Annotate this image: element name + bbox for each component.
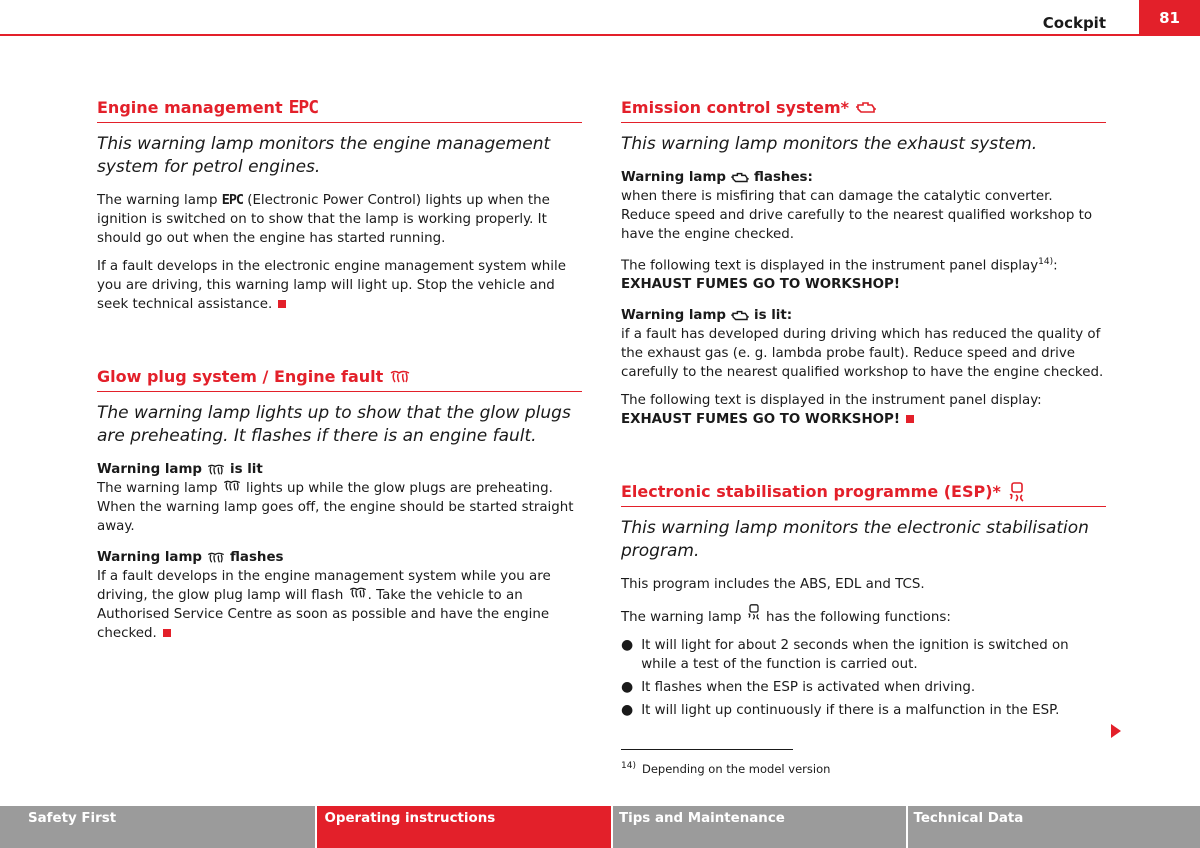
list-item: ● It will light for about 2 seconds when the ignition is switched on while a test of the function is carried out. [621, 637, 1069, 673]
footnote-rule [621, 749, 793, 750]
tab-tips-and-maintenance[interactable]: Tips and Maintenance [613, 806, 906, 848]
bullet-icon: ● [621, 702, 634, 719]
intro-text: This warning lamp monitors the exhaust system. [621, 134, 1038, 154]
paragraph: The following text is displayed in the instrument panel display: EXHAUST FUMES GO TO WORKSHOP! [621, 393, 1042, 428]
intro-text: This warning lamp monitors the electronic stabilisation program. [621, 518, 1089, 562]
subheading-flashes: Warning lamp flashes [97, 550, 284, 565]
end-of-section-icon [906, 415, 914, 423]
page-number: 81 [1139, 0, 1200, 36]
tab-operating-instructions[interactable]: Operating instructions [317, 806, 612, 848]
paragraph: If a fault develops in the electronic engine management system while you are driving, this warning lamp will light up. Stop the vehicle and seek technical assistance. [97, 259, 566, 312]
subheading-flashes: Warning lamp flashes: [621, 170, 813, 185]
list-item: ● It flashes when the ESP is activated when driving. [621, 679, 976, 696]
glow-plug-icon [348, 587, 368, 599]
paragraph: The following text is displayed in the instrument panel display$^{14)}$: EXHAUST FUMES GO TO WORKSHOP! [621, 257, 1058, 293]
engine-icon [730, 171, 750, 185]
glow-plug-icon [389, 370, 411, 384]
section-heading-esp: Electronic stabilisation programme (ESP)* [621, 480, 1106, 507]
subheading-lit: Warning lamp is lit [97, 462, 263, 477]
section-heading-engine-management: Engine management EPC [97, 96, 582, 123]
footnote: $^{14)}$ Depending on the model version [621, 761, 831, 776]
paragraph: This program includes the ABS, EDL and TCS. [621, 577, 925, 593]
section-title: Cockpit [1042, 14, 1106, 32]
tab-safety-first[interactable]: Safety First [0, 806, 315, 848]
esp-skid-icon [746, 603, 762, 621]
epc-icon: EPC [288, 97, 319, 118]
paragraph: if a fault has developed during driving which has reduced the quality of the exhaust gas (e. g. lambda probe fault). Reduce speed and drive carefully to the nearest qualified workshop to have the engine checked. [621, 327, 1104, 381]
list-item: ● It will light up continuously if there is a malfunction in the ESP. [621, 702, 1060, 719]
glow-plug-icon [222, 480, 242, 492]
right-column [621, 96, 1106, 724]
glow-plug-icon [206, 464, 226, 476]
bullet-icon: ● [621, 679, 634, 696]
paragraph: If a fault develops in the engine management system while you are driving, the glow plug lamp will flash . Take the vehicle to an Authorised Service Centre as soon as possible and have the engine checked. [97, 569, 551, 641]
left-column [97, 96, 582, 652]
end-of-section-icon [278, 300, 286, 308]
next-page-arrow-icon[interactable] [1111, 724, 1121, 738]
subheading-lit: Warning lamp is lit: [621, 308, 793, 324]
header-rule [0, 34, 1200, 36]
epc-icon: EPC [221, 193, 243, 208]
engine-icon [730, 309, 750, 323]
footer-nav [0, 806, 1200, 848]
paragraph: The warning lamp lights up while the glow plugs are preheating. When the warning lamp goes off, the engine should be started straight away. [97, 481, 574, 534]
intro-text: This warning lamp monitors the engine management system for petrol engines. [97, 134, 551, 177]
bullet-icon: ● [621, 637, 634, 654]
intro-text: The warning lamp lights up to show that the glow plugs are preheating. It flashes if there is an engine fault. [97, 403, 571, 446]
esp-skid-icon [1007, 481, 1027, 503]
tab-technical-data[interactable]: Technical Data [908, 806, 1200, 848]
paragraph: The warning lamp EPC (Electronic Power Control) lights up when the ignition is switched on to show that the lamp is working properly. It should go out when the engine has started running. [97, 193, 550, 246]
section-heading-emission-control: Emission control system* [621, 96, 1106, 123]
engine-icon [855, 100, 877, 116]
paragraph: when there is misfiring that can damage the catalytic converter. Reduce speed and drive carefully to the nearest qualified workshop to have the engine checked. [621, 189, 1093, 242]
section-heading-glow-plug: Glow plug system / Engine fault [97, 365, 582, 392]
glow-plug-icon [206, 552, 226, 564]
paragraph: The warning lamp has the following functions: [621, 603, 1106, 627]
end-of-section-icon [163, 629, 171, 637]
